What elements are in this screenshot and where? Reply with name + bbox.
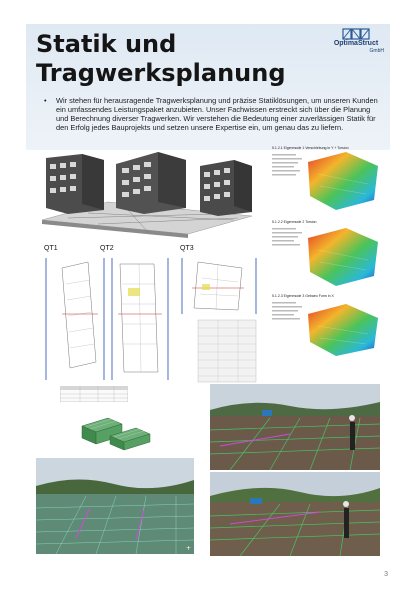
load-table xyxy=(60,386,128,402)
building-3d-model xyxy=(38,150,260,244)
site-photo-rebar-bottom xyxy=(210,472,380,556)
logo-suffix: GmbH xyxy=(369,48,384,54)
company-logo xyxy=(328,28,384,58)
intro-list xyxy=(44,96,382,132)
fem-caption-mode-3: 5.1.2.3 Eigenmode 3 Gebaeu Form in X xyxy=(272,294,334,298)
plan-label-qt3: QT3 xyxy=(180,245,194,252)
floor-plan-sheets xyxy=(42,254,266,384)
site-photo-image xyxy=(210,472,380,556)
foundation-3d-model xyxy=(74,408,154,452)
site-photo-image xyxy=(36,458,194,554)
intro-paragraph: • Wir stehen für herausragende Tragwerksplanung und präzise Statiklösungen, um unseren Kunden ein umfassendes Leistungspaket anzubieten. Unser Fachwissen erstreckt sich über die Planung und Berechnung diverser Tragwerken. Wir verstehen die Bedeutung einer zuverlässigen Statik für den Erfolg jedes Bauprojekts und setzen unsere Expertise ein, um genau das zu liefern. xyxy=(44,96,382,132)
fem-results-panel xyxy=(258,144,386,358)
fem-caption-mode-2: 5.1.2.2 Eigenmode 2 Torsion xyxy=(272,220,317,224)
site-photo-rebar-wide xyxy=(36,458,194,554)
site-photo-rebar-top xyxy=(210,384,380,470)
svg-text:+: + xyxy=(186,545,192,552)
fem-caption-mode-1: 5.1.2.1 Eigenmode 1 Verschiebung in Y + Torsion xyxy=(272,146,349,150)
page-number: 3 xyxy=(384,571,388,578)
plan-label-qt1: QT1 xyxy=(44,245,58,252)
fem-mode-plots xyxy=(258,144,386,358)
foundation-model-drawing xyxy=(74,408,154,452)
site-photo-image xyxy=(210,384,380,470)
page-title: Statik und Tragwerksplanung xyxy=(36,30,286,87)
building-model-drawing xyxy=(38,150,260,244)
logo-mark-icon xyxy=(342,28,370,40)
plan-label-qt2: QT2 xyxy=(100,245,114,252)
load-table-grid xyxy=(60,386,128,402)
header-banner xyxy=(26,24,390,150)
floor-plans-drawing xyxy=(42,254,266,384)
logo-name: OptimaStruct xyxy=(333,40,379,47)
